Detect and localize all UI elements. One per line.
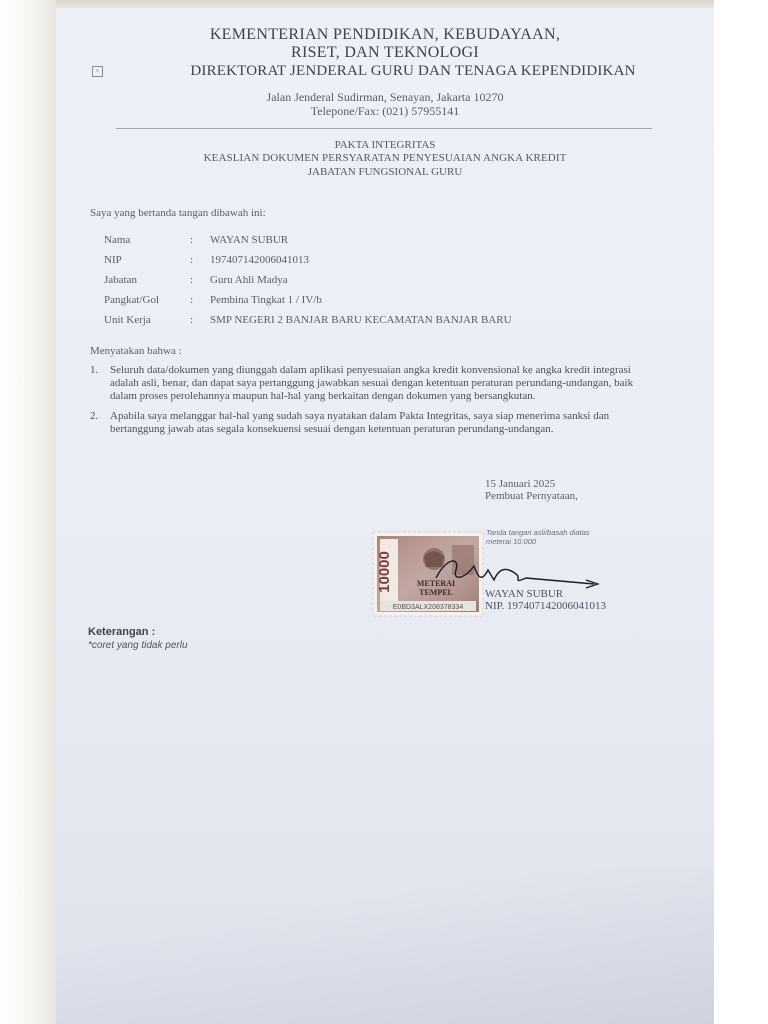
stamp-label-2: TEMPEL [419, 588, 453, 597]
declaration-number: 1. [90, 364, 99, 376]
background-right [714, 0, 768, 1024]
identity-value: WAYAN SUBUR [210, 234, 289, 246]
title-line-2: KEASLIAN DOKUMEN PERSYARATAN PENYESUAIAN ANGKA KREDIT [203, 152, 567, 164]
statement-date: 15 Januari 2025 [485, 478, 556, 490]
identity-label: Jabatan [104, 274, 137, 286]
broken-image-icon: × [92, 66, 103, 77]
declaration-item [90, 364, 650, 403]
statement-maker: Pembuat Pernyataan, [485, 490, 578, 502]
identity-row-jabatan [104, 274, 512, 294]
identity-label: Nama [104, 234, 131, 246]
stamp-label-1: METERAI [416, 579, 456, 588]
signer-name: WAYAN SUBUR [485, 588, 564, 600]
identity-row-pangkat [104, 294, 512, 314]
letterhead-divider [116, 128, 652, 129]
paper-shadow [56, 868, 714, 1024]
declaration-list [90, 364, 650, 443]
stamp-serial: E0BD3ALX208378334 [392, 604, 464, 611]
identity-row-nip [104, 254, 512, 274]
identity-label: NIP [104, 254, 122, 266]
declaration-heading: Menyatakan bahwa : [90, 345, 182, 357]
declaration-item [90, 410, 650, 436]
notes-text: *coret yang tidak perlu [88, 640, 188, 651]
background-left [0, 0, 56, 1024]
intro-text: Saya yang bertanda tangan dibawah ini: [90, 207, 266, 219]
identity-separator: : [190, 254, 194, 266]
identity-separator: : [190, 294, 194, 306]
signer-nip: NIP. 197407142006041013 [485, 600, 607, 612]
ministry-line-2: RISET, DAN TEKNOLOGI [290, 44, 480, 61]
stamp-value: 10000 [376, 551, 393, 593]
identity-row-unit [104, 314, 512, 334]
declaration-text: Seluruh data/dokumen yang diunggah dalam aplikasi penyesuaian angka kredit konvensional ke angka kredit integrasi adalah asli, benar, dan dapat saya pertanggung jawabkan sesuai dengan ketentuan peraturan perundang-undangan, baik dalam proses perolehannya maupun hal-hal yang berkaitan dengan dokumen yang bersangkutan. [110, 364, 634, 402]
identity-separator: : [190, 274, 194, 286]
identity-separator: : [190, 234, 194, 246]
identity-value: Guru Ahli Madya [210, 274, 288, 286]
directorate-line: DIREKTORAT JENDERAL GURU DAN TENAGA KEPENDIDIKAN [190, 63, 636, 79]
title-line-1: PAKTA INTEGRITAS [334, 139, 436, 151]
identity-value: SMP NEGERI 2 BANJAR BARU KECAMATAN BANJAR BARU [210, 314, 512, 326]
address-line: Jalan Jenderal Sudirman, Senayan, Jakarta 10270 [266, 90, 504, 104]
identity-block [104, 234, 512, 334]
identity-value: Pembina Tingkat 1 / IV/b [210, 294, 322, 306]
declaration-text: Apabila saya melanggar hal-hal yang sudah saya nyatakan dalam Pakta Integritas, saya siap menerima sanksi dan bertanggung jawab atas segala konsekuensi sesuai dengan ketentuan peraturan perundang-undangan. [110, 410, 610, 435]
title-line-3: JABATAN FUNGSIONAL GURU [307, 166, 463, 178]
identity-separator: : [190, 314, 194, 326]
identity-label: Pangkat/Gol [104, 294, 159, 306]
signature-note: Tanda tangan asli/basah diatas meterai 10.000 [486, 528, 590, 546]
ministry-line-1: KEMENTERIAN PENDIDIKAN, KEBUDAYAAN, [209, 26, 561, 43]
identity-label: Unit Kerja [104, 314, 151, 326]
identity-row-name [104, 234, 512, 254]
notes-heading: Keterangan : [88, 626, 156, 638]
document-page [56, 8, 714, 1024]
declaration-number: 2. [90, 410, 99, 422]
identity-value: 197407142006041013 [210, 254, 309, 266]
phone-line: Telepone/Fax: (021) 57955141 [310, 104, 460, 118]
